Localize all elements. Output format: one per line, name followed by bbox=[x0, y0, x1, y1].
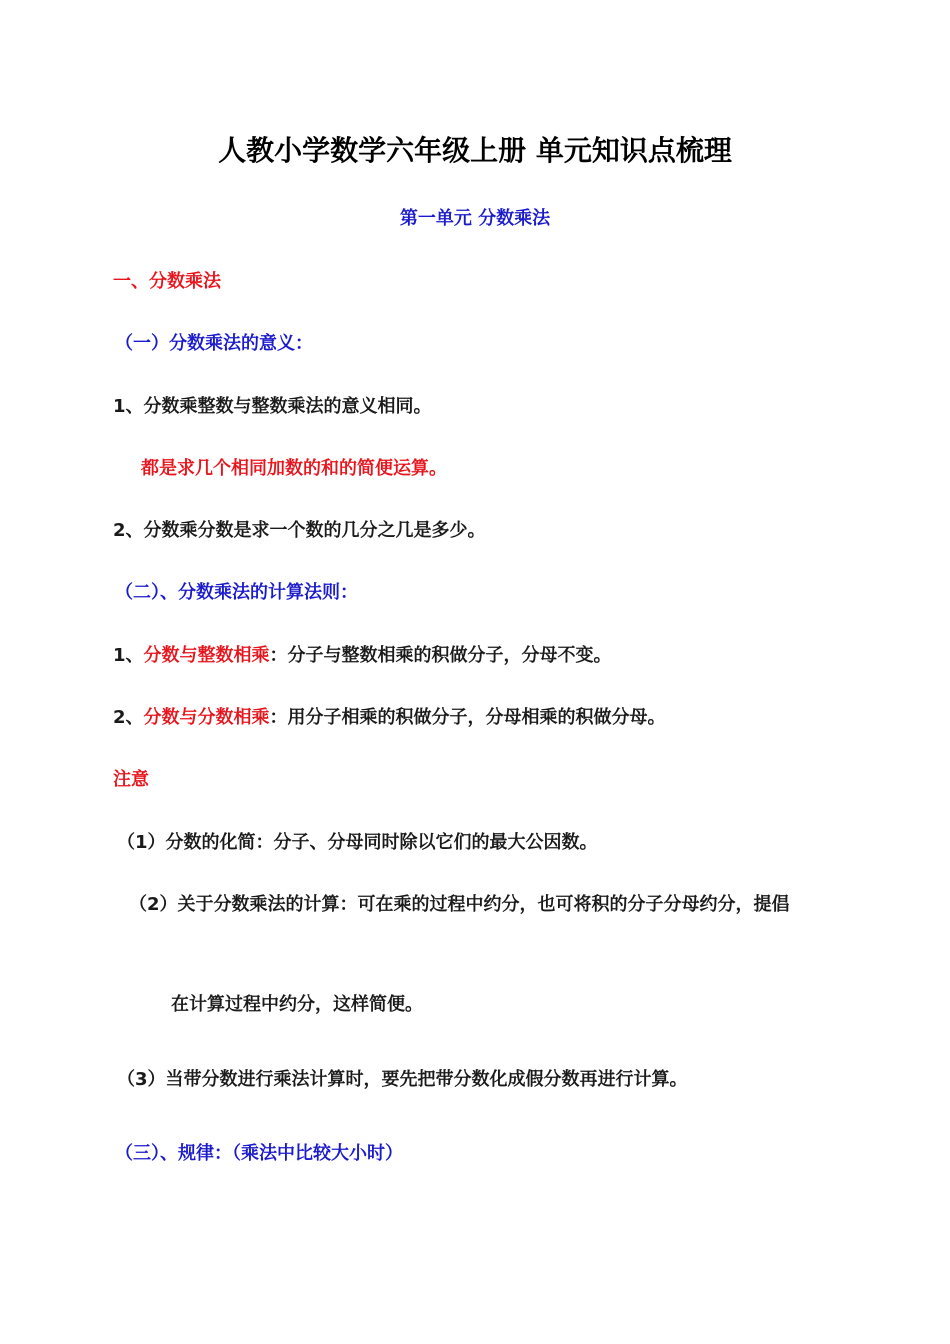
document-title: 人教小学数学六年级上册 单元知识点梳理 bbox=[218, 134, 732, 167]
note-item-2-line-1: （2）关于分数乘法的计算：可在乘的过程中约分，也可将积的分子分母约分，提倡 bbox=[129, 894, 790, 915]
note-item-2-line-2: 在计算过程中约分，这样简便。 bbox=[171, 994, 423, 1015]
subsection-heading-rules: （二）、分数乘法的计算法则： bbox=[115, 582, 358, 603]
unit-title: 第一单元 分数乘法 bbox=[399, 208, 551, 229]
rule-item-2 bbox=[113, 706, 666, 730]
note-item-3: （3）当带分数进行乘法计算时，要先把带分数化成假分数再进行计算。 bbox=[117, 1069, 688, 1090]
rule-2-keyword: 分数与分数相乘 bbox=[143, 707, 270, 728]
note-item-1: （1）分数的化简：分子、分母同时除以它们的最大公因数。 bbox=[117, 832, 598, 853]
meaning-item-1-note: 都是求几个相同加数的和的简便运算。 bbox=[141, 458, 447, 479]
subsection-heading-meaning: （一）分数乘法的意义： bbox=[115, 333, 313, 354]
rule-2-text: ：用分子相乘的积做分子，分母相乘的积做分母。 bbox=[269, 707, 666, 728]
rule-1-keyword: 分数与整数相乘 bbox=[143, 645, 270, 666]
meaning-item-2: 2、分数乘分数是求一个数的几分之几是多少。 bbox=[113, 520, 486, 541]
rule-2-prefix: 2、 bbox=[113, 707, 144, 728]
meaning-item-1: 1、分数乘整数与整数乘法的意义相同。 bbox=[113, 396, 432, 417]
rule-1-text: ：分子与整数相乘的积做分子，分母不变。 bbox=[269, 645, 612, 666]
note-label: 注意 bbox=[113, 769, 149, 790]
section-heading: 一、分数乘法 bbox=[113, 271, 221, 292]
rule-1-prefix: 1、 bbox=[113, 645, 144, 666]
subsection-heading-pattern: （三）、规律：（乘法中比较大小时） bbox=[115, 1143, 403, 1164]
rule-item-1 bbox=[113, 644, 612, 668]
